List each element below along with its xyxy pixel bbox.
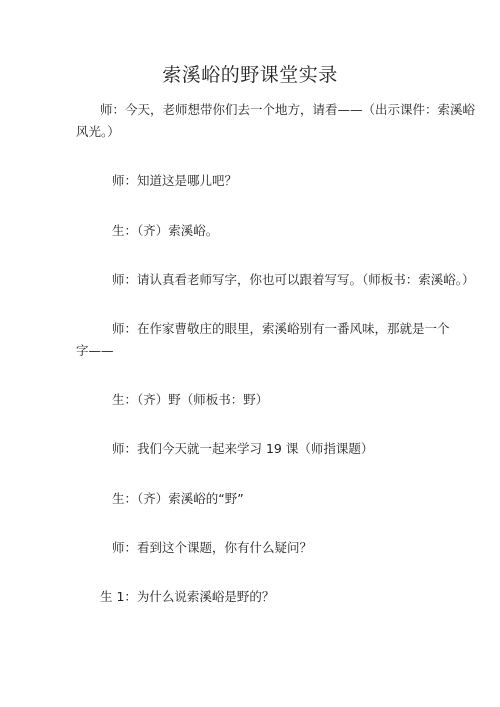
paragraph-4: 师：请认真看老师写字，你也可以跟着写写。（师板书：索溪峪。） bbox=[112, 272, 475, 287]
paragraph-9: 师：看到这个课题，你有什么疑问？ bbox=[112, 540, 313, 555]
paragraph-1-line-2: 风光。） bbox=[76, 124, 120, 139]
paragraph-7: 师：我们今天就一起来学习 19 课（师指课题） bbox=[112, 441, 374, 456]
paragraph-5-line-2: 字—— bbox=[76, 343, 114, 358]
paragraph-8: 生：（齐）索溪峪的“野” bbox=[112, 491, 244, 506]
document-title: 索溪峪的野课堂实录 bbox=[162, 64, 338, 86]
paragraph-2: 师：知道这是哪儿吧？ bbox=[112, 173, 238, 188]
paragraph-1-line-1: 师：今天，老师想带你们去一个地方，请看——（出示课件：索溪峪 bbox=[100, 102, 476, 117]
paragraph-5-line-1: 师：在作家曹敬庄的眼里，索溪峪别有一番风味，那就是一个 bbox=[112, 321, 450, 336]
paragraph-3: 生：（齐）索溪峪。 bbox=[112, 223, 219, 238]
paragraph-6: 生：（齐）野（师板书：野） bbox=[112, 392, 269, 407]
paragraph-10: 生 1：为什么说索溪峪是野的？ bbox=[100, 589, 275, 604]
